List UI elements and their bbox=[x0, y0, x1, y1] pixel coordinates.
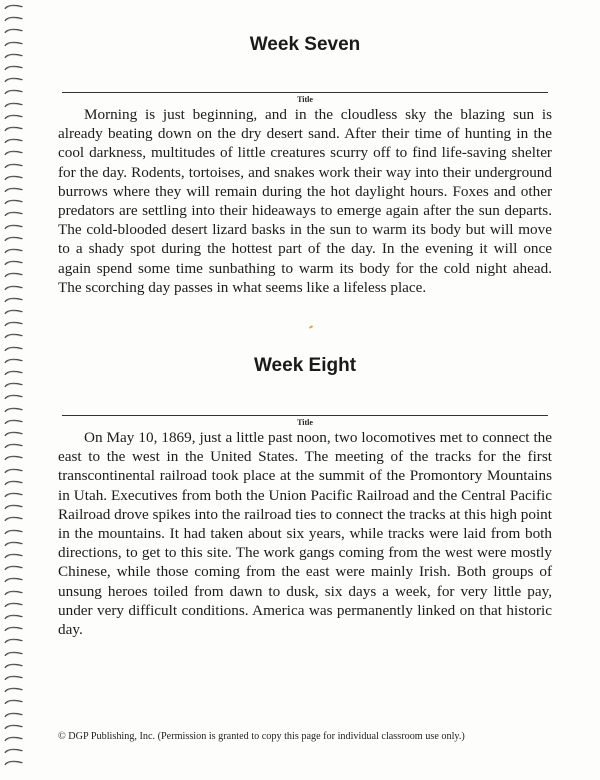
binding-coil bbox=[3, 114, 25, 121]
binding-coil bbox=[3, 175, 25, 182]
binding-coil bbox=[3, 577, 25, 584]
binding-coil bbox=[3, 468, 25, 475]
binding-coil bbox=[3, 370, 25, 377]
binding-coil bbox=[3, 675, 25, 682]
copyright-footer: © DGP Publishing, Inc. (Permission is granted to copy this page for individual classroom use only.) bbox=[58, 731, 465, 742]
binding-coil bbox=[3, 431, 25, 438]
binding-coil bbox=[3, 407, 25, 414]
binding-coil bbox=[3, 41, 25, 48]
binding-coil bbox=[3, 138, 25, 145]
binding-coil bbox=[3, 504, 25, 511]
binding-coil bbox=[3, 89, 25, 96]
binding-coil bbox=[3, 309, 25, 316]
binding-coil bbox=[3, 748, 25, 755]
binding-coil bbox=[3, 199, 25, 206]
binding-coil bbox=[3, 102, 25, 109]
week-seven-paragraph: Morning is just beginning, and in the cloudless sky the blazing sun is already beating down on the dry desert sand. After their time of hunting in the cool darkness, multitudes of little creatures scurry off to find life-saving shelter for the day. Rodents, tortoises, and snakes work their way into their underground burrows where they will remain during the hot daylight hours. Foxes and other predators are settling into their hideaways to emerge again after the sun departs. The cold-blooded desert lizard basks in the sun to warm its body but will move to a shady spot during the hottest part of the day. In the evening it will once again spend some time sunbathing to warm its body for the cold night ahead. The scorching day passes in what seems like a lifeless place. bbox=[58, 106, 552, 296]
binding-coil bbox=[3, 28, 25, 35]
binding-coil bbox=[3, 687, 25, 694]
binding-coil bbox=[3, 602, 25, 609]
binding-coil bbox=[3, 492, 25, 499]
week-seven-title-line bbox=[62, 92, 548, 93]
binding-coil bbox=[3, 443, 25, 450]
ink-speck bbox=[309, 325, 313, 329]
week-eight-section bbox=[58, 355, 552, 639]
week-seven-title-label: Title bbox=[297, 95, 313, 104]
binding-coil bbox=[3, 333, 25, 340]
binding-coil bbox=[3, 480, 25, 487]
week-seven-heading: Week Seven bbox=[249, 34, 361, 55]
binding-coil bbox=[3, 455, 25, 462]
binding-coil bbox=[3, 297, 25, 304]
binding-coil bbox=[3, 224, 25, 231]
week-eight-title-line bbox=[62, 415, 548, 416]
binding-coil bbox=[3, 321, 25, 328]
binding-coil bbox=[3, 553, 25, 560]
binding-coil bbox=[3, 590, 25, 597]
binding-coil bbox=[3, 529, 25, 536]
binding-coil bbox=[3, 638, 25, 645]
week-eight-heading: Week Eight bbox=[253, 355, 357, 376]
binding-coil bbox=[3, 150, 25, 157]
binding-coil bbox=[3, 663, 25, 670]
week-eight-title-label: Title bbox=[297, 418, 313, 427]
binding-coil bbox=[3, 236, 25, 243]
binding-coil bbox=[3, 651, 25, 658]
binding-coil bbox=[3, 248, 25, 255]
binding-coil bbox=[3, 760, 25, 767]
week-seven-section bbox=[58, 34, 552, 297]
binding-coil bbox=[3, 565, 25, 572]
week-eight-paragraph: On May 10, 1869, just a little past noon, two locomotives met to connect the east to the west in the United States. The meeting of the tracks for the first transcontinental railroad took place at the summit of the Promontory Mountains in Utah. Executives from both the Union Pacific Railroad and the Central Pacific Railroad drove spikes into the railroad ties to connect the tracks at this high point in the mountains. It had taken about six years, while tracks were laid from both directions, to get to this site. The work gangs coming from the west were mostly Chinese, while those coming from the east were mainly Irish. Both groups of unsung heroes toiled from dawn to dusk, six days a week, for very little pay, under very difficult conditions. America was permanently linked on that historic day. bbox=[58, 429, 552, 639]
binding-coil bbox=[3, 516, 25, 523]
binding-coil bbox=[3, 699, 25, 706]
binding-coil bbox=[3, 187, 25, 194]
binding-coil bbox=[3, 53, 25, 60]
binding-coil bbox=[3, 211, 25, 218]
binding-coil bbox=[3, 541, 25, 548]
binding-coil bbox=[3, 394, 25, 401]
binding-coil bbox=[3, 382, 25, 389]
binding-coil bbox=[3, 614, 25, 621]
binding-coil bbox=[3, 272, 25, 279]
binding-coil bbox=[3, 626, 25, 633]
binding-coil bbox=[3, 65, 25, 72]
binding-coil bbox=[3, 724, 25, 731]
binding-coil bbox=[3, 4, 25, 11]
binding-coil bbox=[3, 163, 25, 170]
binding-coil bbox=[3, 419, 25, 426]
binding-coil bbox=[3, 736, 25, 743]
binding-coil bbox=[3, 358, 25, 365]
binding-coil bbox=[3, 346, 25, 353]
binding-coil bbox=[3, 77, 25, 84]
binding-coil bbox=[3, 712, 25, 719]
binding-coil bbox=[3, 126, 25, 133]
binding-coil bbox=[3, 16, 25, 23]
binding-coil bbox=[3, 260, 25, 267]
binding-coil bbox=[3, 285, 25, 292]
spiral-binding bbox=[0, 4, 30, 776]
